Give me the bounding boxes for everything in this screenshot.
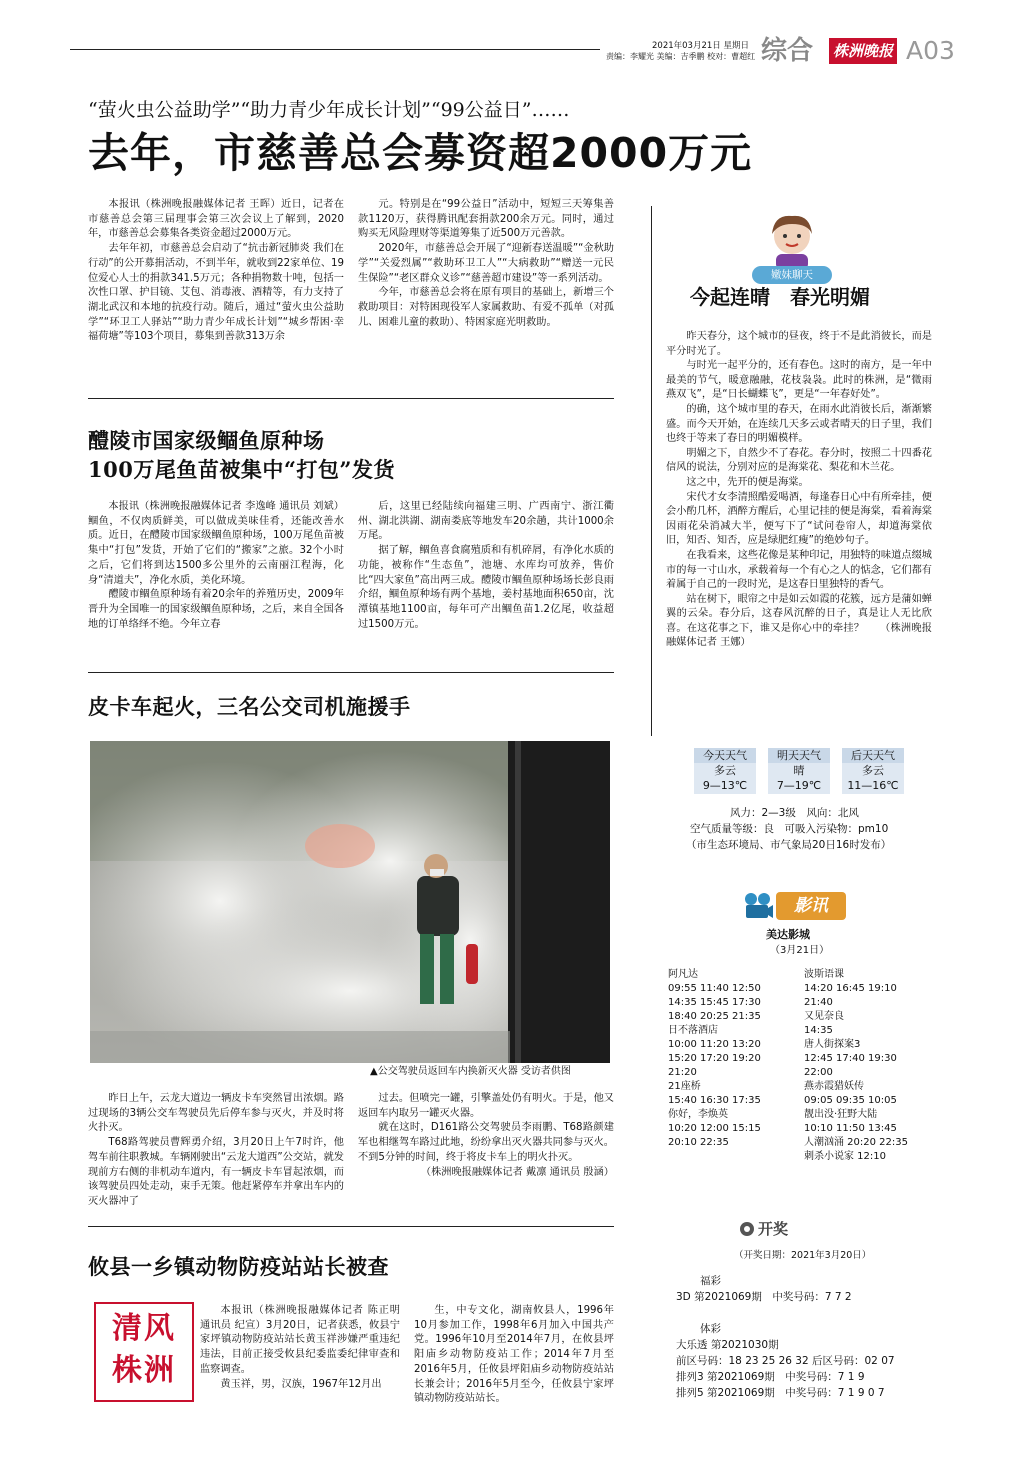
weather-cond: 多云 (714, 764, 736, 777)
showtimes: 22:00 (804, 1067, 833, 1078)
page-number: A03 (906, 36, 955, 65)
paragraph: 今年，市慈善总会将在原有项目的基础上，新增三个救助项目：对特困现役军人家属救助、有爱不孤单（对孤儿、困难儿童的救助）、特困家庭光明救助。 (358, 287, 614, 328)
weather-day-after (842, 748, 904, 794)
movie-showtimes: 刺杀小说家 12:10 (804, 1151, 886, 1162)
cinema-badge: 影讯 (776, 892, 846, 920)
fire-col1 (88, 1092, 344, 1210)
weather-label: 今天天气 (694, 748, 756, 763)
movie-title: 唐人街探案3 (804, 1039, 861, 1050)
fire-col2 (358, 1092, 614, 1180)
fire-photo (90, 741, 610, 1063)
daletou-numbers: 前区号码：18 23 25 26 32 后区号码：02 07 (676, 1355, 895, 1367)
weather-temp: 7—19℃ (776, 779, 822, 792)
paragraph: 昨天春分，这个城市的昼夜，终于不是此消彼长，而是平分时光了。 (666, 331, 932, 357)
showtimes: 10:00 11:20 13:20 (668, 1039, 761, 1050)
cinema-list-left (668, 968, 761, 1150)
paragraph: 这之中，先开的便是海棠。 (686, 476, 809, 488)
movie-title: 又见奈良 (804, 1011, 844, 1022)
showtimes: 14:35 15:45 17:30 (668, 997, 761, 1008)
showtimes: 15:20 17:20 19:20 (668, 1053, 761, 1064)
weather-temp: 9—13℃ (702, 779, 748, 792)
divider (88, 1226, 614, 1227)
movie-title: 日不落酒店 (668, 1025, 718, 1036)
movie-title: 阿凡达 (668, 969, 698, 980)
showtimes: 14:35 (804, 1025, 833, 1036)
fucai-3d: 3D 第2021069期 中奖号码：7 7 2 (676, 1291, 852, 1303)
showtimes: 15:40 16:30 17:35 (668, 1095, 761, 1106)
divider (88, 398, 614, 399)
paragraph: 生，中专文化，湖南攸县人，1996年10月参加工作，1998年6月加入中国共产党。1996年10月至2014年7月，在攸县坪阳庙乡动物防疫站工作；2014年7月至2016年5月，任攸县坪阳庙乡动物防疫站站长兼会计；2016年5月至今，任攸县宁家坪镇动物防疫站站长。 (414, 1305, 614, 1405)
movie-title: 燕赤霞猎妖传 (804, 1081, 864, 1092)
fish-title-line2: 100万尾鱼苗被集中“打包”发货 (88, 457, 395, 482)
fire-title: 皮卡车起火，三名公交司机施援手 (88, 694, 411, 719)
movie-showtimes: 人潮汹涌 20:20 22:35 (804, 1137, 908, 1148)
masthead-editors: 责编：李耀光 美编：吉季鹏 校对：曹超红 (606, 52, 756, 61)
showtimes: 10:20 12:00 15:15 (668, 1123, 761, 1134)
movie-title: 波斯语课 (804, 969, 844, 980)
showtimes: 18:40 20:25 21:35 (668, 1011, 761, 1022)
lead-kicker: “萤火虫公益助学”“助力青少年成长计划”“99公益日”…… (88, 99, 570, 121)
paragraph: 本报讯（株洲晚报融媒体记者 王晖）近日，记者在市慈善总会第三届理事会第三次会议上了解到，2020年，市慈善总会募集各类资金超过2000万元。 (88, 199, 344, 240)
paragraph: 明媚之下，自然少不了春花。春分时，按照二十四番花信风的说法，分别对应的是海棠花、梨花和木兰花。 (666, 447, 932, 474)
paragraph: T68路驾驶员曹辉勇介绍，3月20日上午7时许，他驾车前往职教城。车辆刚驶出“云龙大道西”公交站，就发现前方右侧的非机动车道内，有一辆皮卡车冒起浓烟，而该驾驶员四处走动，束手无策。他赶紧停车并拿出车内的灭火器冲了 (88, 1137, 344, 1207)
paragraph: 醴陵市鲴鱼原种场有着20余年的养殖历史，2009年晋升为全国唯一的国家级鲴鱼原种场，之后，来自全国各地的订单络绎不绝。今年立春 (88, 589, 344, 630)
weather-wind: 风力：2—3级 风向：北风 (730, 807, 859, 819)
paragraph: 本报讯（株洲晚报融媒体记者 李逸峰 通讯员 刘斌）鲴鱼，不仅肉质鲜美，可以做成美味佳肴，还能改善水质。近日，在醴陵市国家级鲴鱼原种场，100万尾鱼苗被集中“打包”发货，开始了它们的“搬家”之旅。32个小时之后，它们将到达1500多公里外的云南丽江程海，化身“清道夫”，净化水质，美化环境。 (88, 501, 344, 586)
lottery-date: （开奖日期：2021年3月20日） (734, 1250, 872, 1261)
lead-title: 去年，市慈善总会募资超2000万元 (88, 129, 753, 177)
weather-source: （市生态环境局、市气象局20日16时发布） (686, 839, 892, 851)
paragraph: 昨日上午，云龙大道边一辆皮卡车突然冒出浓烟。路过现场的3辆公交车驾驶员先后停车参与灭火，并及时将火扑灭。 (88, 1093, 344, 1134)
cinema-name: 美达影城 (766, 928, 810, 941)
fish-col2 (358, 500, 614, 632)
paragraph: 后，这里已经陆续向福建三明、广西南宁、浙江衢州、湖北洪湖、湖南娄底等地发车20余趟，共计1000余万尾。 (358, 501, 614, 542)
paragraph: 过去。但喷完一罐，引擎盖处仍有明火。于是，他又返回车内取另一罐灭火器。 (358, 1093, 614, 1119)
paragraph: （株洲晚报融媒体记者 戴凛 通讯员 殷涵） (420, 1166, 614, 1178)
cinema-date: （3月21日） (770, 945, 830, 956)
weather-air: 空气质量等级：良 可吸入污染物：pm10 (690, 823, 889, 835)
section-name: 综合 (761, 36, 814, 66)
fire-photo-caption: ▲公交驾驶员返回车内换新灭火器 受访者供图 (370, 1066, 571, 1077)
column-left-rule (651, 206, 652, 736)
masthead-rule (70, 49, 600, 50)
seal-text: 清风株洲 (112, 1311, 176, 1388)
lottery-ball-icon (740, 1222, 754, 1236)
weather-cond: 多云 (862, 764, 884, 777)
column-badge-label: 嫩妹聊天 (752, 266, 832, 284)
weather-today (694, 748, 756, 794)
showtimes: 21:40 (804, 997, 833, 1008)
showtimes: 21:20 (668, 1067, 697, 1078)
paragraph: 与时光一起平分的，还有春色。这时的南方，是一年中最美的节气，暖意融融，花枝袅袅。此时的株洲，是“微雨燕双飞”，是“日长蝴蝶飞”，更是“一年春好处”。 (666, 360, 932, 401)
daletou: 大乐透 第2021030期 (676, 1339, 779, 1351)
showtimes: 10:10 11:50 13:45 (804, 1123, 897, 1134)
weather-cond: 晴 (793, 764, 805, 777)
column-title: 今起连晴 春光明媚 (690, 285, 870, 309)
weather-temp: 11—16℃ (847, 779, 899, 792)
column-body (666, 330, 932, 651)
weather-label: 明天天气 (768, 748, 830, 763)
lead-col1 (88, 198, 344, 345)
movie-title: 靓出没·狂野大陆 (804, 1109, 878, 1120)
paragraph: 就在这时，D161路公交驾驶员李雨鹏、T68路颜建军也相继驾车路过此地，纷纷拿出灭火器共同参与灭火。不到5分钟的时间，终于将皮卡车上的明火扑灭。 (358, 1122, 614, 1163)
ticai-label: 体彩 (700, 1323, 721, 1335)
paragraph: 本报讯（株洲晚报融媒体记者 陈正明 通讯员 纪宣）3月20日，记者获悉，攸县宁家坪镇动物防疫站站长黄玉祥涉嫌严重违纪违法，目前正接受攸县纪委监委纪律审查和监察调查。 (200, 1305, 400, 1375)
fucai-label: 福彩 (700, 1275, 721, 1287)
pailie3: 排列3 第2021069期 中奖号码：7 1 9 (676, 1371, 865, 1383)
qingfeng-seal (94, 1302, 194, 1402)
paragraph: 宋代才女李清照酷爱喝酒，每逢春日心中有所牵挂，便会小酌几杯，酒醉方醒后，心里记挂的便是海棠，看着海棠因雨花朵消减大半，便写下了“试问卷帘人，却道海棠依旧，知否、知否，应是绿肥红瘦”的绝妙句子。 (666, 491, 932, 547)
pailie5: 排列5 第2021069期 中奖号码：7 1 9 0 7 (676, 1387, 885, 1399)
brand-logo: 株洲晚报 (829, 38, 897, 64)
showtimes: 20:10 22:35 (668, 1137, 729, 1148)
showtimes: 09:55 11:40 12:50 (668, 983, 761, 994)
paragraph: 站在树下，眼帘之中是如云如霞的花簇，远方是蒲如蝉翼的云朵。春分后，这春风沉醉的日子，真是让人无比欣喜。在这花事之下，谁又是你心中的牵挂？ （株洲晚报融媒体记者 王娜） (666, 593, 932, 649)
paragraph: 元。特别是在“99公益日”活动中，短短三天筹集善款1120万，获得腾讯配套捐款200余万元。同时，通过购买无风险理财等渠道筹集了近500万元善款。 (358, 199, 614, 240)
column-badge (752, 206, 832, 286)
masthead-date: 2021年03月21日 星期日 (652, 41, 749, 51)
weather-tomorrow (768, 748, 830, 794)
lottery-badge: 开奖 (758, 1220, 789, 1238)
smoke-scene-illustration (90, 741, 610, 1063)
fish-col1 (88, 500, 344, 632)
cinema-list-right (804, 968, 908, 1164)
anti-col2 (414, 1304, 614, 1407)
paragraph: 黄玉祥，男，汉族，1967年12月出 (220, 1378, 382, 1390)
paragraph: 的确，这个城市里的春天，在雨水此消彼长后，渐渐繁盛。而今天开始，在连续几天多云或者晴天的日子里，我们也终于等来了春日的明媚模样。 (666, 403, 932, 445)
divider (88, 672, 614, 673)
showtimes: 12:45 17:40 19:30 (804, 1053, 897, 1064)
paragraph: 在我看来，这些花像是某种印记，用独特的味道点缀城市的每一寸山水，承载着每一个有心之人的惦念，它们都有着属于自己的一段时光，是这春日里独特的香气。 (666, 549, 932, 591)
film-camera-icon (742, 890, 774, 922)
paragraph: 去年年初，市慈善总会启动了“抗击新冠肺炎 我们在行动”的公开募捐活动，不到半年，就收到22家单位、19位爱心人士的捐款341.5万元；各种捐物数十吨，包括一次性口罩、护目镜、艾包、消毒液、酒精等，有力支持了湖北武汉和本地的抗疫行动。随后，通过“萤火虫公益助学”“环卫工人驿站”“助力青少年成长计划”“城乡帮困·幸福荷塘”等103个项目，募集到善款313万余 (88, 243, 344, 343)
showtimes: 09:05 09:35 10:05 (804, 1095, 897, 1106)
paragraph: 据了解，鲴鱼喜食腐殖质和有机碎屑，有净化水质的功能，被称作“生态鱼”，池塘、水库均可放养，售价比“四大家鱼”高出两三成。醴陵市鲴鱼原种场场长彭良雨介绍，鲴鱼原种场有两个基地，姜村基地面积650亩，沈潭镇基地1100亩，每年可产出鲴鱼苗1.2亿尾，收益超过1500万元。 (358, 545, 614, 630)
lead-col2 (358, 198, 614, 330)
anti-title: 攸县一乡镇动物防疫站站长被查 (88, 1254, 389, 1279)
paragraph: 2020年，市慈善总会开展了“迎新春送温暖”“金秋助学”“关爱烈属”“救助环卫工人”“大病救助”“赠送一元民生保险”“老区群众义诊”“慈善超市建设”等一系列活动。 (358, 243, 614, 284)
fish-title-line1: 醴陵市国家级鲴鱼原种场 (88, 428, 325, 453)
anti-col1 (200, 1304, 400, 1392)
movie-title: 你好，李焕英 (668, 1109, 728, 1120)
weather-label: 后天天气 (842, 748, 904, 763)
movie-title: 21座桥 (668, 1081, 701, 1092)
showtimes: 14:20 16:45 19:10 (804, 983, 897, 994)
